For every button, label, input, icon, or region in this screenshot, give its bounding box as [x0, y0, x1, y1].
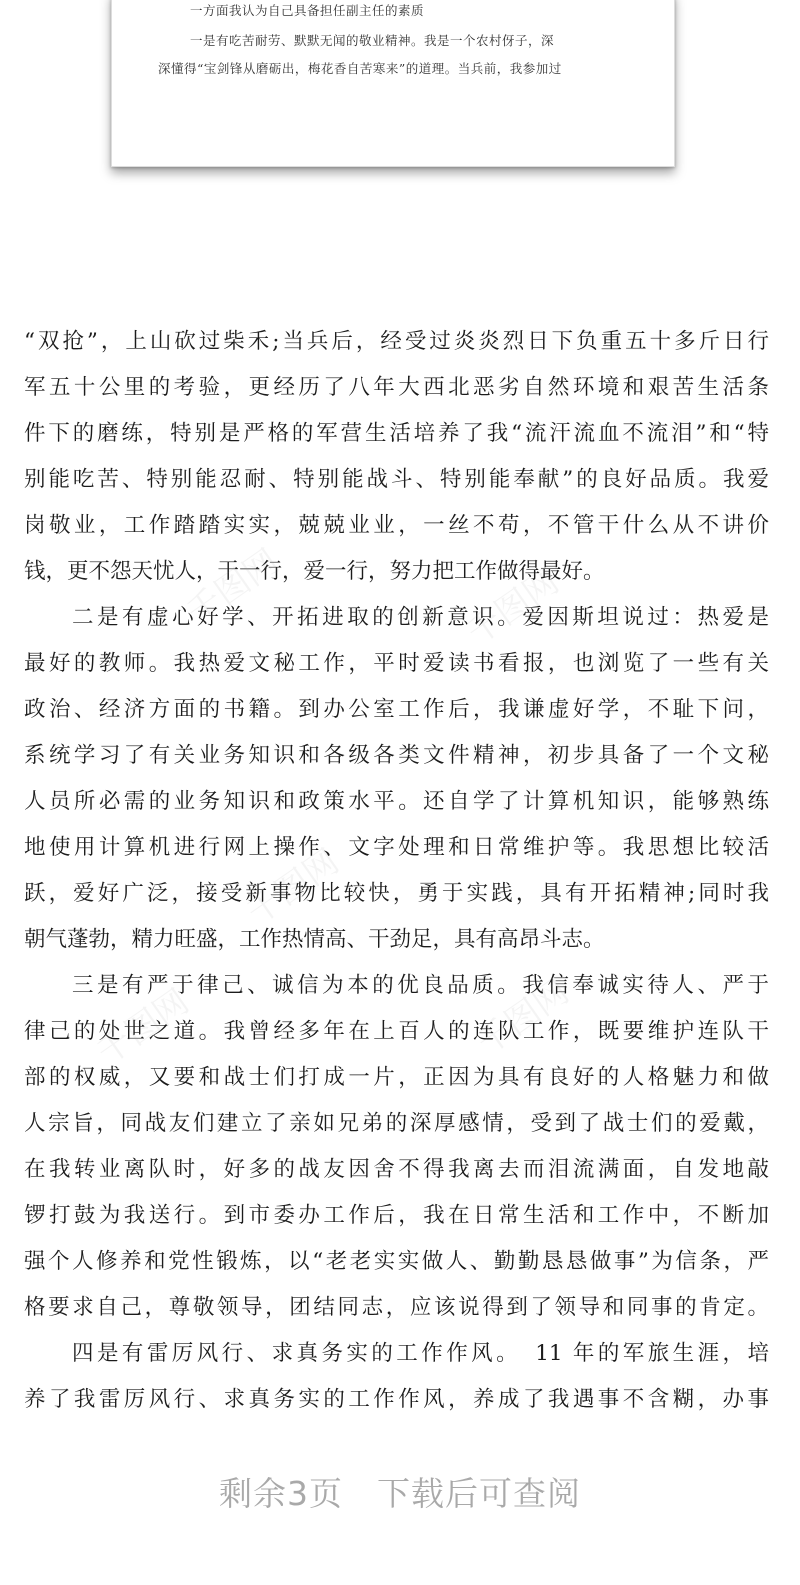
document-line: 系统学习了有关业务知识和各级各类文件精神，初步具备了一个文秘 — [24, 743, 769, 768]
document-line: 地使用计算机进行网上操作、文字处理和日常维护等。我思想比较活 — [24, 835, 769, 860]
watermark: 千图网 — [89, 981, 197, 1074]
document-line: 跃，爱好广泛，接受新事物比较快，勇于实践，具有开拓精神;同时我 — [24, 881, 769, 906]
document-line: 人员所必需的业务知识和政策水平。还自学了计算机知识，能够熟练 — [24, 789, 769, 814]
document-line: 格要求自己，尊敬领导，团结同志，应该说得到了领导和同事的肯定。 — [24, 1295, 769, 1320]
preview-line-1: 一方面我认为自己具备担任副主任的素质 — [190, 3, 425, 18]
document-body — [24, 319, 769, 1423]
document-line: 部的权威，又要和战士们打成一片，正因为具有良好的人格魅力和做 — [24, 1065, 769, 1090]
document-line: 钱，更不怨天忧人，干一行，爱一行，努力把工作做得最好。 — [24, 559, 605, 584]
document-line: 三是有严于律己、诚信为本的优良品质。我信奉诚实待人、严于 — [72, 973, 769, 998]
download-to-view-text: 下载后可查阅 — [377, 1474, 581, 1513]
document-line: 最好的教师。我热爱文秘工作，平时爱读书看报，也浏览了一些有关 — [24, 651, 769, 676]
download-prompt-banner[interactable] — [0, 1468, 800, 1515]
document-line: 在我转业离队时，好多的战友因舍不得我离去而泪流满面，自发地敲 — [24, 1157, 769, 1182]
document-line: 朝气蓬勃，精力旺盛，工作热情高、干劲足，具有高昂斗志。 — [24, 927, 605, 952]
watermark: 千图网 — [459, 561, 567, 654]
watermark: 千图网 — [469, 971, 577, 1064]
document-line: “双抢”，上山砍过柴禾;当兵后，经受过炎炎烈日下负重五十多斤日行 — [24, 329, 769, 354]
document-line: 锣打鼓为我送行。到市委办工作后，我在日常生活和工作中，不断加 — [24, 1203, 769, 1228]
watermark: 千图网 — [239, 841, 347, 934]
document-line: 强个人修养和党性锻炼，以“老老实实做人、勤勤恳恳做事”为信条，严 — [24, 1249, 769, 1274]
watermark: 千图网 — [179, 541, 287, 634]
document-line: 二是有虚心好学、开拓进取的创新意识。爱因斯坦说过：热爱是 — [72, 605, 769, 630]
document-line: 养了我雷厉风行、求真务实的工作作风，养成了我遇事不含糊，办事 — [24, 1387, 769, 1412]
document-line: 岗敬业，工作踏踏实实，兢兢业业，一丝不苟，不管干什么从不讲价 — [24, 513, 769, 538]
document-line: 别能吃苦、特别能忍耐、特别能战斗、特别能奉献”的良好品质。我爱 — [24, 467, 769, 492]
document-line: 政治、经济方面的书籍。到办公室工作后，我谦虚好学，不耻下问， — [24, 697, 769, 722]
document-line: 件下的磨练，特别是严格的军营生活培养了我“流汗流血不流泪”和“特 — [24, 421, 769, 446]
document-line: 军五十公里的考验，更经历了八年大西北恶劣自然环境和艰苦生活条 — [24, 375, 769, 400]
preview-line-3: 深懂得“宝剑锋从磨砺出，梅花香自苦寒来”的道理。当兵前，我参加过 — [158, 61, 562, 76]
preview-line-2: 一是有吃苦耐劳、默默无闻的敬业精神。我是一个农村伢子，深 — [190, 33, 555, 48]
document-line: 人宗旨，同战友们建立了亲如兄弟的深厚感情，受到了战士们的爱戴， — [24, 1111, 769, 1136]
document-line: 律己的处世之道。我曾经多年在上百人的连队工作，既要维护连队干 — [24, 1019, 769, 1044]
preview-page-card — [111, 0, 675, 167]
document-line: 四是有雷厉风行、求真务实的工作作风。 11 年的军旅生涯，培 — [72, 1341, 769, 1366]
remaining-pages-text: 剩余3页 — [219, 1474, 343, 1513]
